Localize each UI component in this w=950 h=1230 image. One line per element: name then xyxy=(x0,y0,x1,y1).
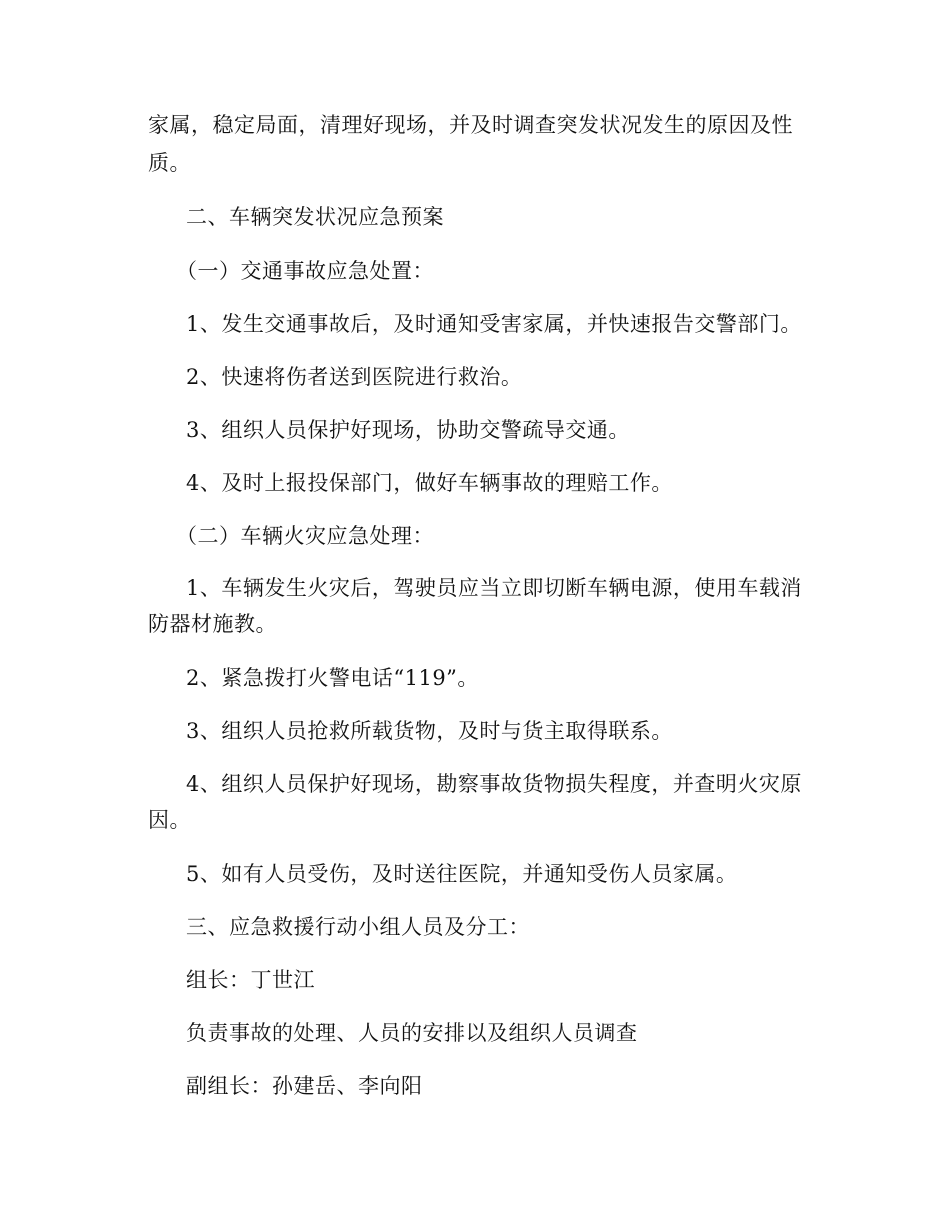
subsection-heading: （二）车辆火灾应急处理： xyxy=(176,524,434,548)
list-item: 1、车辆发生火灾后，驾驶员应当立即切断车辆电源，使用车载消 xyxy=(186,576,802,600)
list-item: 5、如有人员受伤，及时送往医院，并通知受伤人员家属。 xyxy=(186,862,738,886)
role-line: 副组长：孙建岳、李向阳 xyxy=(186,1074,423,1098)
list-item-continuation: 防器材施教。 xyxy=(148,612,277,636)
section-heading: 三、应急救援行动小组人员及分工： xyxy=(186,915,530,939)
list-item: 4、及时上报投保部门，做好车辆事故的理赔工作。 xyxy=(186,471,673,495)
duty-line: 负责事故的处理、人员的安排以及组织人员调查 xyxy=(186,1021,638,1045)
subsection-heading: （一）交通事故应急处置： xyxy=(176,259,434,283)
section-heading: 二、车辆突发状况应急预案 xyxy=(186,205,444,229)
paragraph-line: 家属，稳定局面，清理好现场，并及时调查突发状况发生的原因及性 xyxy=(148,113,793,137)
list-item: 3、组织人员抢救所载货物，及时与货主取得联系。 xyxy=(186,719,673,743)
role-line: 组长：丁世江 xyxy=(186,968,315,992)
list-item: 2、快速将伤者送到医院进行救治。 xyxy=(186,365,523,389)
list-item: 2、紧急拨打火警电话“119”。 xyxy=(186,666,479,690)
list-item: 4、组织人员保护好现场，勘察事故货物损失程度，并查明火灾原 xyxy=(186,772,802,796)
list-item: 1、发生交通事故后，及时通知受害家属，并快速报告交警部门。 xyxy=(186,312,802,336)
list-item-continuation: 因。 xyxy=(148,808,191,832)
list-item: 3、组织人员保护好现场，协助交警疏导交通。 xyxy=(186,418,630,442)
paragraph-line: 质。 xyxy=(148,151,191,175)
